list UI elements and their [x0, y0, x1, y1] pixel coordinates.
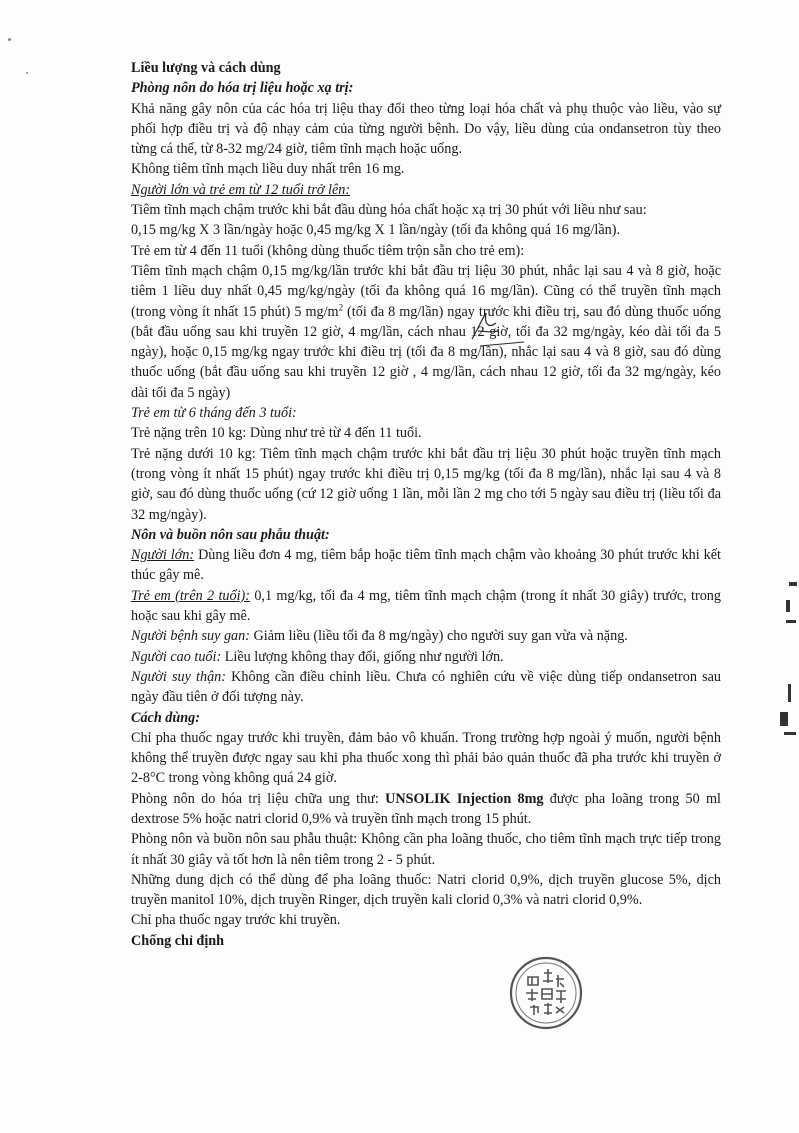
text-elderly: Liều lượng không thay đổi, giống như người lớn.: [221, 648, 504, 665]
document-body: [131, 58, 721, 951]
label-child-2: Trẻ em (trên 2 tuổi):: [131, 587, 250, 604]
heading-contraindications: Chống chỉ định: [131, 932, 225, 949]
label-kidney: Người suy thận:: [131, 668, 226, 685]
paragraph-postop-adult: [131, 545, 721, 586]
text-liver: Giảm liều (liều tối đa 8 mg/ngày) cho người suy gan vừa và nặng.: [249, 628, 628, 645]
child-dose-part-b: (tối đa 8 mg/lần) ngay trước khi điều trị, sau đó dùng thuốc uống (bắt đầu uống sau khi truyền 12 giờ, 4 mg/lần, cách nhau 12 giờ, tối đa 32 mg/ngày, kéo dài tối đa 5 ngày), hoặc 0,15 mg/kg ngay trước khi điều trị (tối đa 8 mg/lần), nhắc lại sau 4 và 8 giờ, sau đó dùng thuốc uống (bắt đầu uống sau khi truyền 12 giờ , 4 mg/lần, cách nhau 12 giờ, tối đa 32 mg/ngày, kéo dài tối đa 5 ngày): [131, 303, 721, 401]
paragraph-intro: Khả năng gây nôn của các hóa trị liệu thay đổi theo từng loại hóa chất và phụ thuộc vào liều, vào sự phối hợp điều trị và độ nhạy cảm của từng người bệnh. Do vậy, liều dùng của ondansetron tùy theo từng cá thể, từ 8-32 mg/24 giờ, tiêm tĩnh mạch hoặc uống.: [131, 100, 721, 158]
paragraph-kidney: [131, 667, 721, 708]
paragraph-usage-1: Chỉ pha thuốc ngay trước khi truyền, đảm bảo vô khuẩn. Trong trường hợp ngoài ý muốn, người bệnh không thể truyền được ngay sau khi pha thuốc xong thì phải bảo quản thuốc đã pha trước khi truyền ở 2-8°C trong vòng không quá 24 giờ.: [131, 729, 721, 787]
subheading-chemo: Phòng nôn do hóa trị liệu hoặc xạ trị:: [131, 80, 354, 97]
subheading-usage: Cách dùng:: [131, 709, 200, 726]
scan-edge-mark: [789, 582, 797, 586]
paragraph-elderly: [131, 647, 721, 667]
label-elderly: Người cao tuổi:: [131, 648, 222, 665]
superscript-2: 2: [338, 301, 344, 312]
paragraph-child-4-11-dose: [131, 261, 721, 403]
scan-edge-mark: [780, 712, 788, 726]
heading-dosage: Liều lượng và cách dùng: [131, 60, 281, 76]
label-adult: Người lớn:: [131, 547, 195, 564]
text-postop-adult: Dùng liều đơn 4 mg, tiêm bắp hoặc tiêm tĩnh mạch chậm vào khoảng 30 phút trước khi kết thúc gây mê.: [131, 547, 722, 584]
paragraph-usage-4: Những dung dịch có thể dùng để pha loãng thuốc: Natri clorid 0,9%, dịch truyền glucose 5%, dịch truyền manitol 10%, dịch truyền Ringer, dịch truyền kali clorid 0,3% và natri clorid 0,9%.: [131, 871, 721, 909]
text-usage-2b: được pha loãng trong 50 ml dextrose 5% hoặc natri clorid 0,9% và truyền tĩnh mạch trong 15 phút.: [131, 790, 721, 827]
paragraph-usage-2: [131, 789, 721, 830]
text-kidney: Không cần điều chỉnh liều. Chưa có nghiên cứu về việc dùng tiếp ondansetron sau ngày đầu tiên ở đối tượng này.: [131, 668, 721, 706]
paragraph-child-under-10kg: Trẻ nặng dưới 10 kg: Tiêm tĩnh mạch chậm trước khi bắt đầu trị liệu 30 phút hoặc truyền tĩnh mạch (trong vòng ít nhất 15 phút) ngay trước khi điều trị 0,15 mg/kg (tối đa 8 mg/lần), nhắc lại sau 4 và 8 giờ, sau đó dùng thuốc uống (cứ 12 giờ uống 1 lần, mỗi lần 2 mg cho tới 5 ngày sau điều trị (liều tối đa 32 mg/ngày).: [131, 445, 721, 523]
paragraph-max-dose: Không tiêm tĩnh mạch liều duy nhất trên 16 mg.: [131, 161, 405, 178]
text-postop-child: 0,1 mg/kg, tối đa 4 mg, tiêm tĩnh mạch chậm (trong ít nhất 30 giây) trước, trong hoặc sau khi gây mê.: [131, 587, 721, 625]
official-seal-icon: [508, 955, 584, 1031]
paragraph-child-4-11: Trẻ em từ 4 đến 11 tuổi (không dùng thuốc tiêm trộn sẵn cho trẻ em):: [131, 242, 525, 259]
child-dose-part-a: Tiêm tĩnh mạch chậm 0,15 mg/kg/lần trước khi bắt đầu trị liệu 30 phút, nhắc lại sau 4 và 8 giờ, hoặc tiêm 1 liều duy nhất 0,45 mg/kg/ngày (tối đa không quá 16 mg/lần). Cũng có thể truyền tĩnh mạch (trong vòng ít nhất 15 phút) 5 mg/m: [131, 262, 721, 320]
text-usage-2a: Phòng nôn do hóa trị liệu chữa ung thư:: [131, 790, 386, 807]
scan-speck: [8, 38, 11, 41]
paragraph-usage-5: Chỉ pha thuốc ngay trước khi truyền.: [131, 912, 341, 929]
strikeout-mark: [478, 336, 528, 350]
product-name: UNSOLIK Injection 8mg: [385, 790, 544, 807]
scan-edge-mark: [786, 620, 796, 623]
paragraph-postop-child: [131, 586, 721, 627]
subheading-postop: Nôn và buồn nôn sau phẫu thuật:: [131, 526, 330, 543]
paragraph-adult-1: Tiêm tĩnh mạch chậm trước khi bắt đầu dùng hóa chất hoặc xạ trị 30 phút với liều như sau:: [131, 202, 647, 219]
paragraph-usage-3: Phòng nôn và buồn nôn sau phẫu thuật: Không cần pha loãng thuốc, cho tiêm tĩnh mạch trực tiếp trong ít nhất 30 giây và tốt hơn là nên tiêm trong 2 - 5 phút.: [131, 831, 721, 868]
scan-edge-mark: [786, 600, 790, 612]
scan-edge-mark: [784, 732, 796, 735]
subheading-child-6m-3y: Trẻ em từ 6 tháng đến 3 tuổi:: [131, 405, 297, 422]
paragraph-liver: [131, 626, 721, 646]
paragraph-adult-2: 0,15 mg/kg X 3 lần/ngày hoặc 0,45 mg/kg X 1 lần/ngày (tối đa không quá 16 mg/lần).: [131, 222, 620, 239]
scan-speck: [26, 72, 28, 74]
label-liver: Người bệnh suy gan:: [131, 628, 250, 645]
subheading-adult-12: Người lớn và trẻ em từ 12 tuổi trở lên:: [131, 181, 351, 198]
scan-edge-mark: [788, 684, 791, 702]
paragraph-child-over-10kg: Trẻ nặng trên 10 kg: Dùng như trẻ từ 4 đến 11 tuổi.: [131, 425, 422, 442]
